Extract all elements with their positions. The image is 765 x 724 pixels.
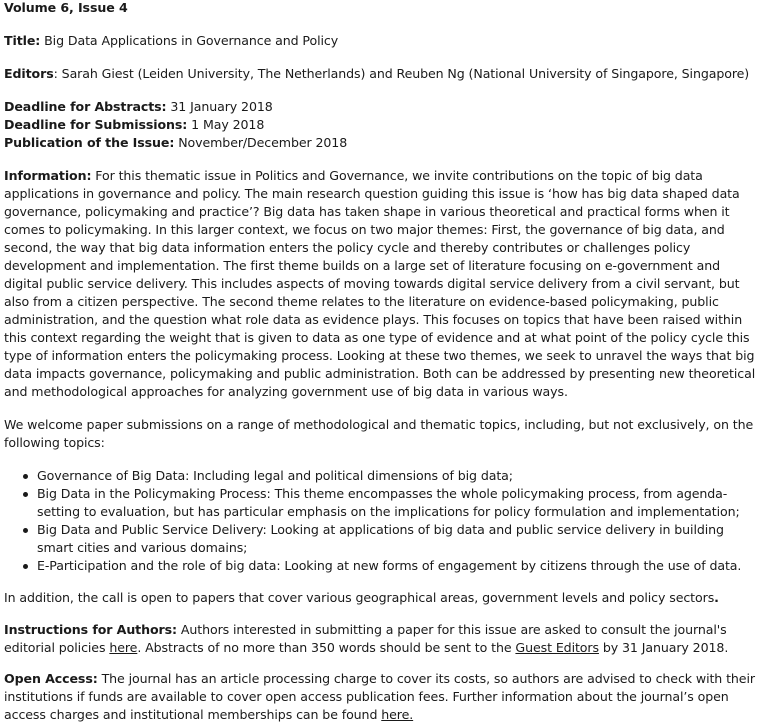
- abstracts-deadline: Deadline for Abstracts: 31 January 2018: [4, 99, 273, 114]
- open-access-label: Open Access:: [4, 671, 98, 686]
- instructions-paragraph: Instructions for Authors: Authors interested in submitting a paper for this issue are asked to consult the journal's editorial policies here. Abstracts of no more than 350 words should be sent to the Guest Editors by 31 January 2018.: [4, 622, 729, 655]
- information-paragraph: [4, 167, 761, 401]
- information-label: Information:: [4, 168, 92, 183]
- open-access-paragraph: Open Access: The journal has an article processing charge to cover its costs, so authors are advised to check with their institutions if funds are available to cover open access publication fees. Further information about the journal’s open access charges and institutional memberships can be found here.: [4, 671, 755, 722]
- title-label: Title:: [4, 33, 41, 48]
- title-line: [4, 32, 761, 50]
- list-item: Big Data in the Policymaking Process: This theme encompasses the whole policymaking process, from agenda-setting to evaluation, but has particular emphasis on the implications for policy formulation and implementation;: [37, 485, 761, 521]
- publication-date: Publication of the Issue: November/December 2018: [4, 135, 348, 150]
- list-item: E-Participation and the role of big data: Looking at new forms of engagement by citizens through the use of data.: [37, 557, 761, 575]
- topics-list: [4, 467, 761, 575]
- welcome-paragraph: We welcome paper submissions on a range of methodological and thematic topics, including, but not exclusively, on the following topics:: [4, 417, 754, 450]
- volume-heading: Volume 6, Issue 4: [4, 0, 128, 15]
- policies-here-link[interactable]: here: [109, 640, 138, 655]
- list-item: Governance of Big Data: Including legal and political dimensions of big data;: [37, 467, 761, 485]
- editors-label: Editors: [4, 66, 54, 81]
- information-text: For this thematic issue in Politics and Governance, we invite contributions on the topic of big data applications in governance and policy. The main research question guiding this issue is ‘how has big data shaped data governance, policymaking and practice’? Big data has taken shape in various theoretical and practical forms when it comes to policymaking. In this larger context, we focus on two major themes: First, the governance of big data, and second, the way that big data information enters the policy cycle and thereby contributes or challenges policy development and implementation. The first theme builds on a large set of literature focusing on e-government and digital public service delivery. This includes aspects of moving towards digital service delivery from a civil servant, but also from a citizen perspective. The second theme relates to the literature on evidence-based policymaking, public administration, and the question what role data as evidence plays. This focuses on topics that have been raised within this context regarding the weight that is given to data as one type of evidence and at what point of the policy cycle this type of information enters the policymaking process. Looking at these two themes, we seek to unravel the ways that big data impacts governance, policymaking and public administration. Both can be addressed by presenting new theoretical and methodological approaches for analyzing government use of big data in various ways.: [4, 168, 756, 399]
- guest-editors-link[interactable]: Guest Editors: [515, 640, 599, 655]
- submissions-deadline: Deadline for Submissions: 1 May 2018: [4, 117, 265, 132]
- deadlines: [4, 98, 761, 152]
- editors-value: : Sarah Giest (Leiden University, The Netherlands) and Reuben Ng (National University of Singapore, Singapore): [53, 66, 750, 81]
- instructions-label: Instructions for Authors:: [4, 622, 177, 637]
- open-access-here-link[interactable]: here.: [381, 707, 414, 722]
- editors-line: [4, 65, 761, 83]
- list-item: Big Data and Public Service Delivery: Looking at applications of big data and public service delivery in building smart cities and various domains;: [37, 521, 761, 557]
- title-value: Big Data Applications in Governance and Policy: [40, 33, 339, 48]
- addition-paragraph: In addition, the call is open to papers that cover various geographical areas, government levels and policy sectors.: [4, 590, 719, 605]
